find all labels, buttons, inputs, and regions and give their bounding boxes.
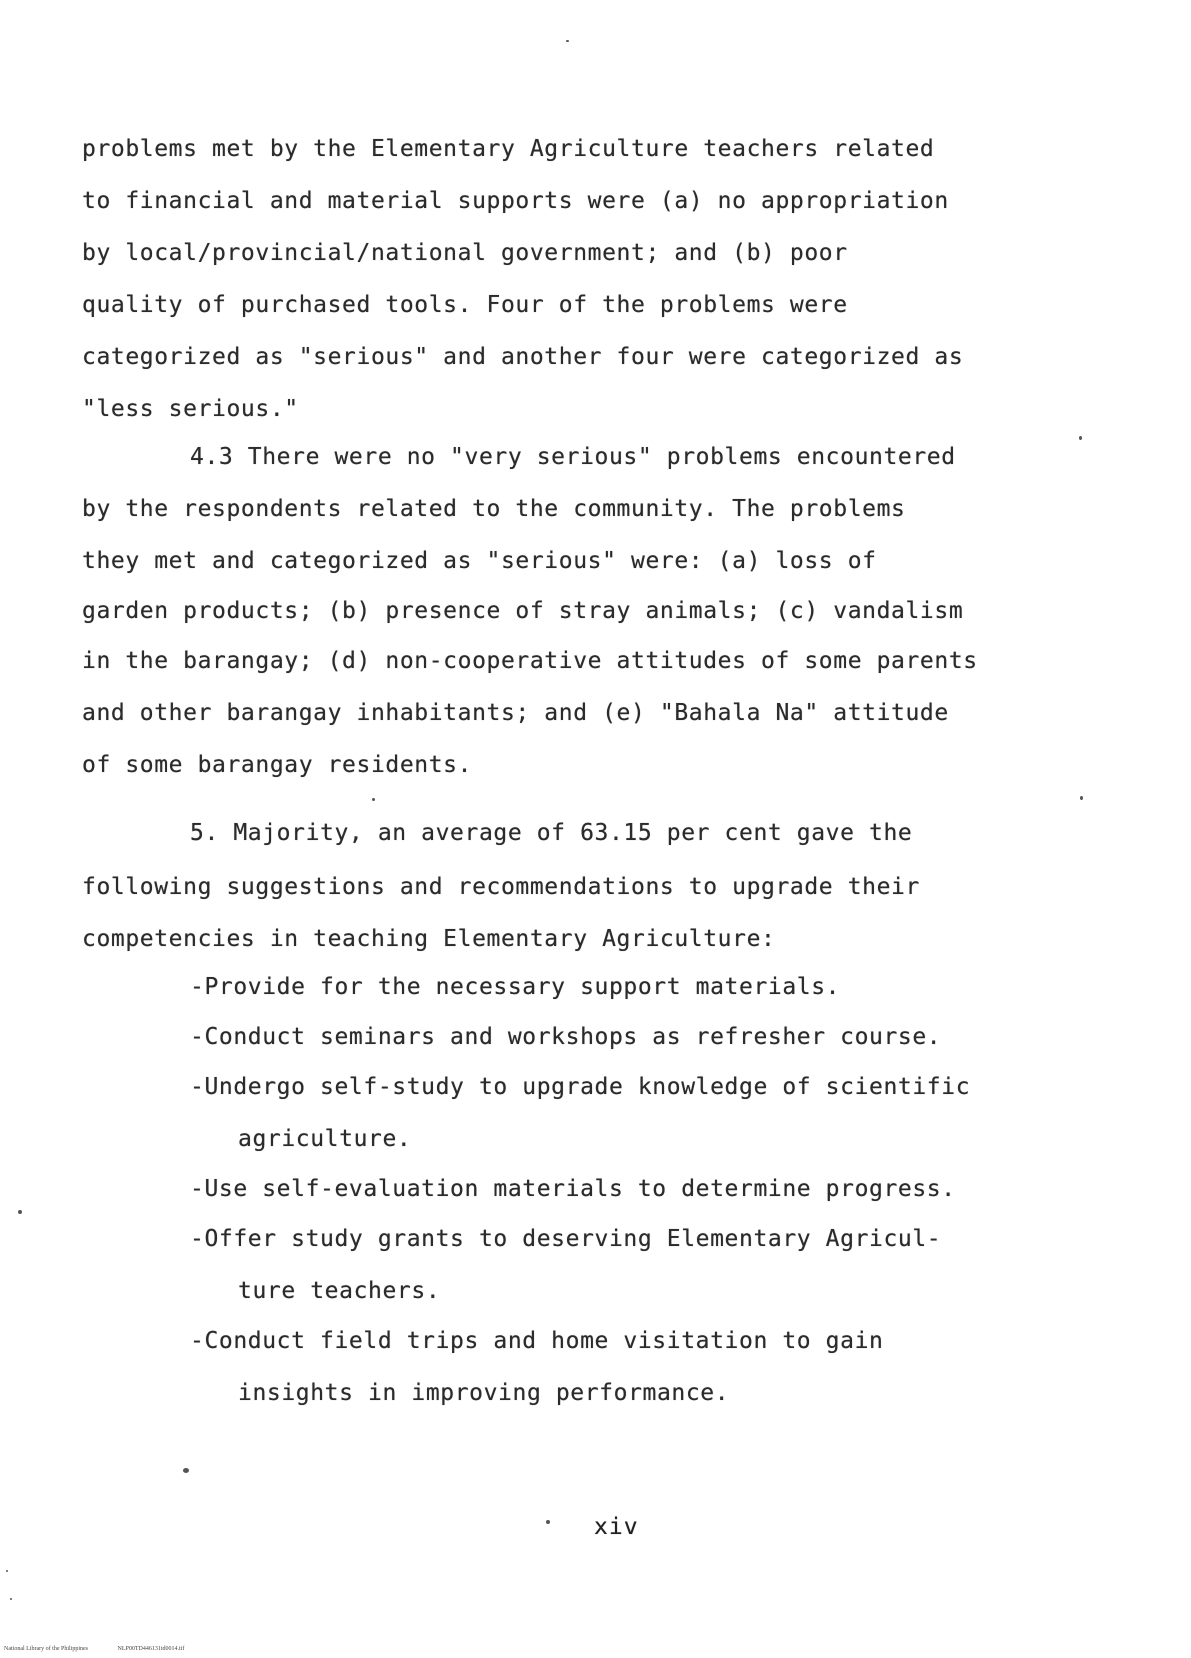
text-line: by the respondents related to the community. The problems	[82, 496, 906, 522]
text-line: and other barangay inhabitants; and (e) "Bahala Na" attitude	[82, 700, 949, 726]
scan-speck	[546, 1520, 550, 1524]
scan-speck	[372, 798, 375, 801]
list-item: -Use self-evaluation materials to determine progress.	[190, 1176, 956, 1202]
scan-speck	[183, 1468, 189, 1473]
text-line: garden products; (b) presence of stray animals; (c) vandalism	[82, 598, 964, 624]
scan-speck	[1080, 796, 1083, 800]
text-line: 5. Majority, an average of 63.15 per cent gave the	[190, 820, 913, 846]
scan-speck	[10, 1598, 12, 1600]
text-line: they met and categorized as "serious" were: (a) loss of	[82, 548, 877, 574]
text-line: in the barangay; (d) non-cooperative attitudes of some parents	[82, 648, 978, 674]
text-line: quality of purchased tools. Four of the problems were	[82, 292, 848, 318]
scan-footer	[4, 1645, 212, 1653]
list-item: -Provide for the necessary support materials.	[190, 974, 841, 1000]
footer-library: National Library of the Philippines	[4, 1646, 88, 1652]
list-item: -Conduct seminars and workshops as refresher course.	[190, 1024, 942, 1050]
page-number: xiv	[594, 1514, 639, 1540]
text-line: by local/provincial/national government; and (b) poor	[82, 240, 848, 266]
text-line: of some barangay residents.	[82, 752, 473, 778]
text-line: problems met by the Elementary Agriculture teachers related	[82, 136, 935, 162]
scan-speck	[6, 1570, 8, 1572]
list-item: -Conduct field trips and home visitation to gain	[190, 1328, 884, 1354]
list-item: -Undergo self-study to upgrade knowledge of scientific	[190, 1074, 971, 1100]
scan-speck	[566, 40, 569, 42]
text-line: 4.3 There were no "very serious" problems encountered	[190, 444, 956, 470]
text-line: categorized as "serious" and another four were categorized as	[82, 344, 964, 370]
text-line: following suggestions and recommendations to upgrade their	[82, 874, 920, 900]
footer-file-id: NLP00TD446131td0014.tif	[117, 1646, 185, 1652]
list-item-continuation: insights in improving performance.	[238, 1380, 730, 1406]
text-line: to financial and material supports were (a) no appropriation	[82, 188, 949, 214]
scan-speck	[18, 1210, 22, 1214]
list-item-continuation: ture teachers.	[238, 1278, 441, 1304]
scan-speck	[1079, 436, 1082, 440]
text-line: "less serious."	[82, 396, 299, 422]
text-line: competencies in teaching Elementary Agriculture:	[82, 926, 776, 952]
list-item-continuation: agriculture.	[238, 1126, 412, 1152]
list-item: -Offer study grants to deserving Elementary Agricul-	[190, 1226, 942, 1252]
